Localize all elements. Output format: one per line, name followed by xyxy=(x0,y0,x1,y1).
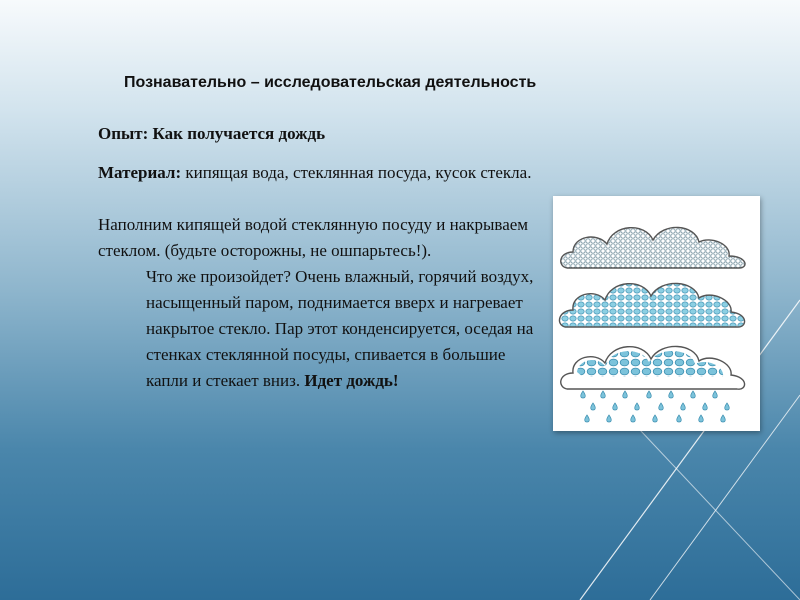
explanation-text: Что же произойдет? Очень влажный, горячий воздух, насыщенный паром, поднимается вверх и нагревает накрытое стекло. Пар этот конденсируется, оседая на стенках стеклянной посуды, спивается в большие капли и стекает вниз. xyxy=(146,267,534,390)
instruction-paragraph: Наполним кипящей водой стеклянную посуду и накрываем стеклом. (будьте осторожны, не ошпарьтесь!). xyxy=(98,215,529,260)
cloud-stage-3 xyxy=(561,346,745,422)
rain-drop xyxy=(601,391,606,398)
slide-body xyxy=(98,160,548,394)
rain-drop xyxy=(581,391,586,398)
rain-drop xyxy=(607,415,612,422)
rain-drop xyxy=(669,391,674,398)
rain-drop xyxy=(613,403,618,410)
rain-drops xyxy=(581,391,730,422)
rain-drop xyxy=(713,391,718,398)
rain-drop xyxy=(703,403,708,410)
cloud-stage-1 xyxy=(561,227,745,268)
rain-drop xyxy=(691,391,696,398)
cloud-rain-drawing xyxy=(553,196,760,431)
slide-title: Познавательно – исследовательская деятельность xyxy=(124,74,537,91)
rain-drop xyxy=(591,403,596,410)
rain-drop xyxy=(721,415,726,422)
explanation-paragraph xyxy=(98,264,548,394)
material-text: кипящая вода, стеклянная посуда, кусок стекла. xyxy=(181,163,532,182)
material-paragraph xyxy=(98,160,548,186)
cloud-stage-2 xyxy=(559,283,744,327)
rain-drop xyxy=(653,415,658,422)
material-label: Материал: xyxy=(98,163,182,182)
rain-drop xyxy=(659,403,664,410)
rain-drop xyxy=(681,403,686,410)
cloud-illustration xyxy=(553,196,760,431)
rain-drop xyxy=(699,415,704,422)
experiment-title: Опыт: Как получается дождь xyxy=(98,124,326,143)
rain-drop xyxy=(585,415,590,422)
rain-drop xyxy=(631,415,636,422)
rain-drop xyxy=(623,391,628,398)
rain-drop xyxy=(635,403,640,410)
rain-drop xyxy=(647,391,652,398)
conclusion-text: Идет дождь! xyxy=(304,371,399,390)
rain-drop xyxy=(677,415,682,422)
rain-drop xyxy=(725,403,730,410)
